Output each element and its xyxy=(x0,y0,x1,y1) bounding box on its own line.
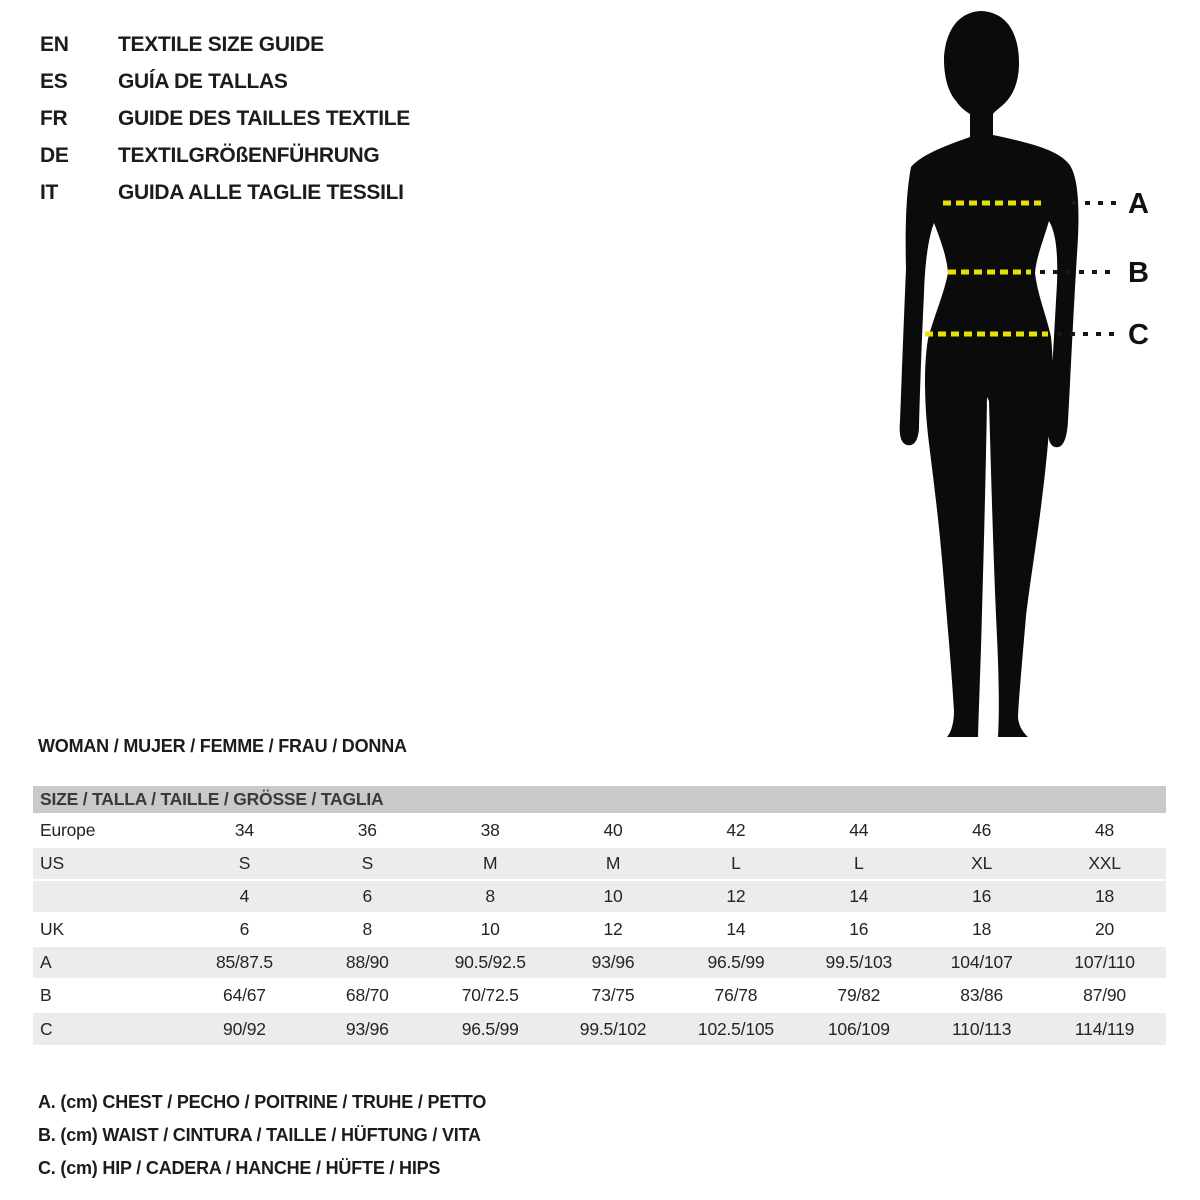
chest-label: A xyxy=(1128,188,1149,220)
size-cell: S xyxy=(361,853,374,873)
table-row xyxy=(33,913,1166,946)
size-cell: 16 xyxy=(849,919,869,939)
size-cell: 68/70 xyxy=(345,985,389,1005)
legend-line: C. (cm) HIP / CADERA / HANCHE / HÜFTE / HIPS xyxy=(38,1158,441,1178)
size-cell: 10 xyxy=(603,886,623,906)
table-row xyxy=(33,979,1166,1012)
language-row xyxy=(40,26,410,63)
size-cell: 4 xyxy=(239,886,250,906)
language-title: TEXTILE SIZE GUIDE xyxy=(118,32,324,56)
size-cell: 20 xyxy=(1095,919,1115,939)
size-guide-figure xyxy=(860,0,1200,740)
language-code: FR xyxy=(40,106,68,130)
size-cell: 8 xyxy=(485,886,495,906)
size-cell: 6 xyxy=(362,886,373,906)
size-cell: L xyxy=(854,853,864,873)
size-cell: 6 xyxy=(239,919,250,939)
size-cell: 42 xyxy=(726,820,746,840)
size-cell: 88/90 xyxy=(345,952,389,972)
size-cell: L xyxy=(731,853,741,873)
size-cell: 90.5/92.5 xyxy=(454,952,526,972)
size-cell: M xyxy=(482,853,498,873)
size-cell: 8 xyxy=(362,919,373,939)
size-cell: 12 xyxy=(726,886,746,906)
size-cell: 93/96 xyxy=(591,952,635,972)
size-cell: S xyxy=(238,853,251,873)
size-cell: 12 xyxy=(603,919,623,939)
language-title: GUÍA DE TALLAS xyxy=(118,69,288,93)
row-label: A xyxy=(40,952,52,972)
language-list xyxy=(40,26,410,211)
size-cell: 99.5/102 xyxy=(579,1018,647,1039)
size-cell: 38 xyxy=(480,820,500,840)
size-cell: 16 xyxy=(972,886,992,906)
size-cell: 96.5/99 xyxy=(707,952,765,972)
table-row xyxy=(33,1012,1166,1045)
measurement-legend xyxy=(38,1086,486,1185)
table-row xyxy=(33,847,1166,880)
language-row xyxy=(40,174,410,211)
size-cell: 102.5/105 xyxy=(697,1018,774,1039)
language-code: IT xyxy=(40,180,59,204)
size-cell: 14 xyxy=(849,886,869,906)
row-label: US xyxy=(40,853,64,873)
language-row xyxy=(40,100,410,137)
size-cell: XL xyxy=(971,853,993,873)
size-cell: 114/119 xyxy=(1074,1018,1135,1039)
hip-label: C xyxy=(1128,319,1149,351)
size-cell: 76/78 xyxy=(714,985,758,1005)
size-cell: 48 xyxy=(1095,820,1115,840)
size-cell: 83/86 xyxy=(960,985,1004,1005)
size-cell: XXL xyxy=(1088,853,1121,873)
language-code: DE xyxy=(40,143,69,167)
size-cell: 14 xyxy=(726,919,746,939)
size-cell: 10 xyxy=(480,919,500,939)
language-row xyxy=(40,137,410,174)
size-cell: 90/92 xyxy=(223,1018,266,1039)
table-row xyxy=(33,946,1166,979)
size-cell: 18 xyxy=(1095,886,1115,906)
size-cell: 110/113 xyxy=(952,1018,1012,1039)
size-table xyxy=(33,784,1166,1045)
language-code: EN xyxy=(40,32,69,56)
size-cell: 73/75 xyxy=(591,985,635,1005)
row-label: UK xyxy=(40,919,64,939)
table-row xyxy=(33,880,1166,913)
legend-line: A. (cm) CHEST / PECHO / POITRINE / TRUHE / PETTO xyxy=(38,1092,487,1112)
size-cell: 46 xyxy=(972,820,992,840)
size-table-title: SIZE / TALLA / TAILLE / GRÖSSE / TAGLIA xyxy=(33,785,1166,814)
size-cell: 36 xyxy=(357,820,377,840)
row-label: B xyxy=(40,985,52,1005)
language-title: GUIDE DES TAILLES TEXTILE xyxy=(118,106,410,130)
language-row xyxy=(40,63,410,100)
size-cell: 85/87.5 xyxy=(215,952,273,972)
row-label: Europe xyxy=(40,820,96,840)
size-table-body xyxy=(33,814,1166,1045)
woman-silhouette xyxy=(900,11,1079,737)
table-row xyxy=(33,814,1166,847)
language-title: GUIDA ALLE TAGLIE TESSILI xyxy=(118,180,404,204)
size-cell: M xyxy=(605,853,621,873)
gender-heading: WOMAN / MUJER / FEMME / FRAU / DONNA xyxy=(38,736,407,756)
size-cell: 106/109 xyxy=(827,1018,890,1039)
size-cell: 79/82 xyxy=(837,985,881,1005)
size-cell: 104/107 xyxy=(950,952,1013,972)
size-table-header-row xyxy=(33,785,1166,814)
size-cell: 87/90 xyxy=(1083,985,1126,1005)
size-cell: 99.5/103 xyxy=(825,952,893,972)
size-cell: 18 xyxy=(972,919,992,939)
size-cell: 96.5/99 xyxy=(461,1018,519,1039)
row-label: C xyxy=(40,1018,53,1039)
size-cell: 93/96 xyxy=(345,1018,389,1039)
size-cell: 107/110 xyxy=(1074,952,1135,972)
language-code: ES xyxy=(40,69,68,93)
waist-label: B xyxy=(1128,257,1149,289)
size-cell: 70/72.5 xyxy=(461,985,519,1005)
size-cell: 34 xyxy=(234,820,254,840)
row-label xyxy=(33,880,183,913)
size-cell: 44 xyxy=(849,820,869,840)
legend-line: B. (cm) WAIST / CINTURA / TAILLE / HÜFTUNG / VITA xyxy=(38,1125,481,1145)
size-cell: 40 xyxy=(603,820,623,840)
language-title: TEXTILGRÖßENFÜHRUNG xyxy=(118,143,380,167)
size-cell: 64/67 xyxy=(223,985,266,1005)
